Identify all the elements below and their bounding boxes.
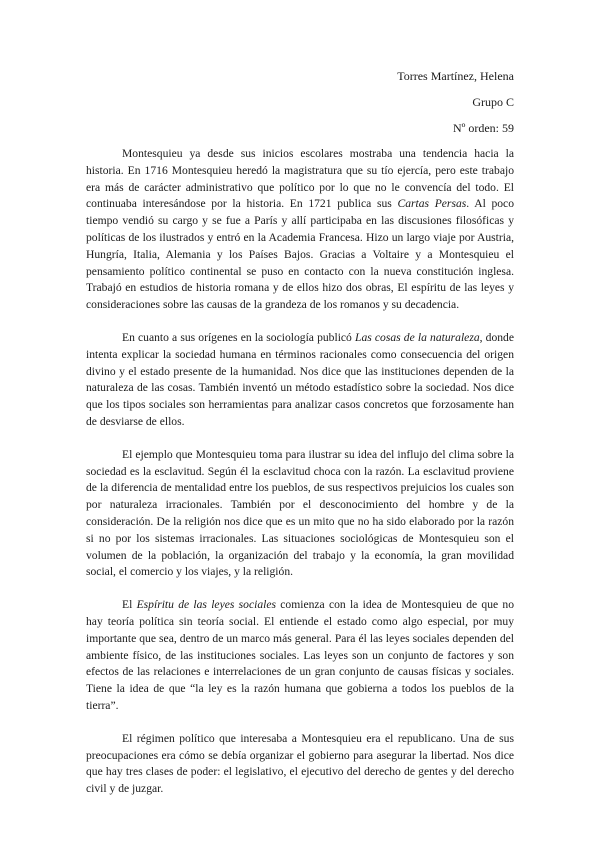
document-body [86, 146, 514, 798]
body-paragraph [86, 146, 514, 314]
body-paragraph [86, 447, 514, 581]
paragraph-text: El régimen político que interesaba a Montesquieu era el republicano. Una de sus preocupaciones era cómo se debía organizar el gobierno para asegurar la libertad. Nos dice que hay tres clases de poder: el legislativo, el ejecutivo del derecho de gentes y del derecho civil y de juzgar. [86, 731, 514, 796]
order-number: Nº orden: 59 [452, 121, 514, 135]
italic-title-text: Las cosas de la naturaleza [355, 330, 480, 344]
body-paragraph [86, 597, 514, 715]
paragraph-text: En cuanto a sus orígenes en la sociología publicó [122, 330, 355, 344]
paragraph-text: El ejemplo que Montesquieu toma para ilustrar su idea del influjo del clima sobre la sociedad es la esclavitud. Según él la esclavitud choca con la razón. La esclavitud proviene de la diferencia de mentalidad entre los pueblos, de sus respectivos prejuicios los cuales son por naturaleza irracionales. También por el desconocimiento del hombre y de la consideración. De la religión nos dice que es un mito que no ha sido elaborado por la razón si no por los sistemas irracionales. Las situaciones sociológicas de Montesquieu son el volumen de la población, la organización del trabajo y la economía, la gran movilidad social, el comercio y los viajes, y la religión. [86, 447, 514, 579]
paragraph-text: Montesquieu ya desde sus inicios escolares mostraba una tendencia hacia la historia. En 1716 Montesquieu heredó la magistratura que su tío ejercía, pero este trabajo era más de carácter administrativo que político por lo que no le convencía del todo. El continuaba interesándose por la historia. En 1721 publica sus [86, 147, 514, 211]
paragraph-text: , donde intenta explicar la sociedad humana en términos racionales como consecuencia del origen divino y el estado presente de la humanidad. Nos dice que las instituciones dependen de la naturaleza de las cosas. También inventó un método estadístico sobre la sociedad. Nos dice que los tipos sociales son herramientas para analizar casos concretos que forzosamente han de desviarse de ellos. [86, 330, 514, 428]
italic-title-text: Espíritu de las leyes sociales [136, 598, 277, 612]
paragraph-text: El [122, 598, 137, 612]
body-paragraph [86, 731, 514, 798]
author-name: Torres Martínez, Helena [397, 69, 514, 83]
paragraph-text: comienza con la idea de Montesquieu de que no hay teoría política sin teoría social. El entiende el estado como algo especial, por muy importante que sea, dentro de un marco más general. Para él las leyes sociales dependen del ambiente físico, de las instituciones sociales. Las leyes son un conjunto de factores y son efectos de las relaciones e interrelaciones de un gran conjunto de causas físicas y sociales. Tiene la idea de que “la ley es la razón humana que gobierna a todos los pueblos de la tierra”. [86, 598, 515, 712]
document-page [86, 68, 514, 814]
group-label: Grupo C [472, 95, 514, 109]
body-paragraph [86, 330, 514, 431]
italic-title-text: Cartas Persas [397, 197, 467, 211]
paragraph-text: . Al poco tiempo vendió su cargo y se fue a París y allí participaba en las discusiones filosóficas y políticas de los ilustrados y entró en la Academia Francesa. Hizo un largo viaje por Austria, Hungría, Italia, Alemania y los Países Bajos. Gracias a Voltaire y a Montesquieu el pensamiento político continental se puso en contacto con la nueva constitución inglesa. Trabajó en estudios de historia romana y de ellos hizo dos obras, El espíritu de las leyes y consideraciones sobre las causas de la grandeza de los romanos y su decadencia. [86, 197, 515, 312]
